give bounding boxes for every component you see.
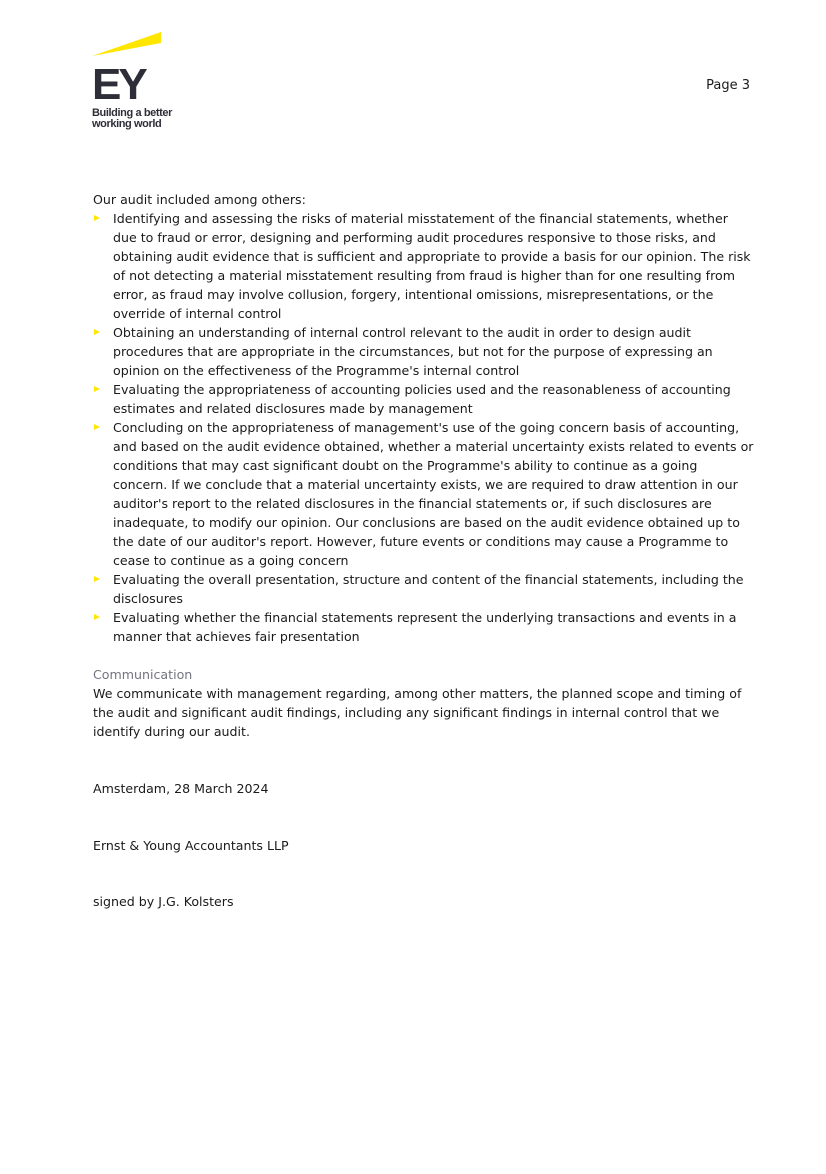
logo-tagline-line1: Building a better: [92, 107, 172, 119]
communication-paragraph: We communicate with management regarding, among other matters, the planned scope and timing of the audit and significant audit findings, including any significant findings in internal control that we identify during our audit.: [93, 686, 742, 739]
list-item-text: Evaluating whether the financial statements represent the underlying transactions and events in a manner that achieves fair presentation: [113, 610, 737, 644]
list-item: [93, 209, 755, 323]
bullet-triangle-icon: [94, 386, 100, 392]
ey-beam-icon: [92, 30, 164, 58]
signature-line: signed by J.G. Kolsters: [93, 894, 234, 909]
list-item-text: Identifying and assessing the risks of material misstatement of the financial statements, whether due to fraud or error, designing and performing audit procedures responsive to those risks, and obtaining audit evidence that is sufficient and appropriate to provide a basis for our opinion. The risk of not detecting a material misstatement resulting from fraud is higher than for one resulting from error, as fraud may involve collusion, forgery, intentional omissions, misrepresentations, or the override of internal control: [113, 211, 751, 321]
audit-procedures-list: [93, 209, 755, 646]
bullet-triangle-icon: [94, 329, 100, 335]
list-item: [93, 323, 755, 380]
place-and-date: Amsterdam, 28 March 2024: [93, 781, 269, 796]
list-item: [93, 380, 755, 418]
bullet-triangle-icon: [94, 424, 100, 430]
section-heading-communication: Communication: [93, 667, 193, 682]
document-body: [93, 190, 755, 911]
list-item: [93, 608, 755, 646]
bullet-triangle-icon: [94, 215, 100, 221]
firm-name: Ernst & Young Accountants LLP: [93, 838, 289, 853]
logo-tagline: [92, 108, 192, 130]
list-item-text: Obtaining an understanding of internal control relevant to the audit in order to design audit procedures that are appropriate in the circumstances, but not for the purpose of expressing an opinion on the effectiveness of the Programme's internal control: [113, 325, 713, 378]
logo-wordmark: EY: [92, 60, 145, 109]
intro-text: Our audit included among others:: [93, 192, 306, 207]
page-number: Page 3: [706, 78, 750, 93]
list-item: [93, 418, 755, 570]
list-item-text: Concluding on the appropriateness of management's use of the going concern basis of accounting, and based on the audit evidence obtained, whether a material uncertainty exists related to events or conditions that may cast significant doubt on the Programme's ability to continue as a going concern. If we conclude that a material uncertainty exists, we are required to draw attention in our auditor's report to the related disclosures in the financial statements or, if such disclosures are inadequate, to modify our opinion. Our conclusions are based on the audit evidence obtained up to the date of our auditor's report. However, future events or conditions may cause a Programme to cease to continue as a going concern: [113, 420, 754, 568]
list-item-text: Evaluating the overall presentation, structure and content of the financial statements, including the disclosures: [113, 572, 744, 606]
list-item: [93, 570, 755, 608]
list-item-text: Evaluating the appropriateness of accounting policies used and the reasonableness of accounting estimates and related disclosures made by management: [113, 382, 731, 416]
logo-tagline-line2: working world: [92, 118, 162, 130]
bullet-triangle-icon: [94, 614, 100, 620]
bullet-triangle-icon: [94, 576, 100, 582]
ey-logo: [92, 30, 192, 134]
